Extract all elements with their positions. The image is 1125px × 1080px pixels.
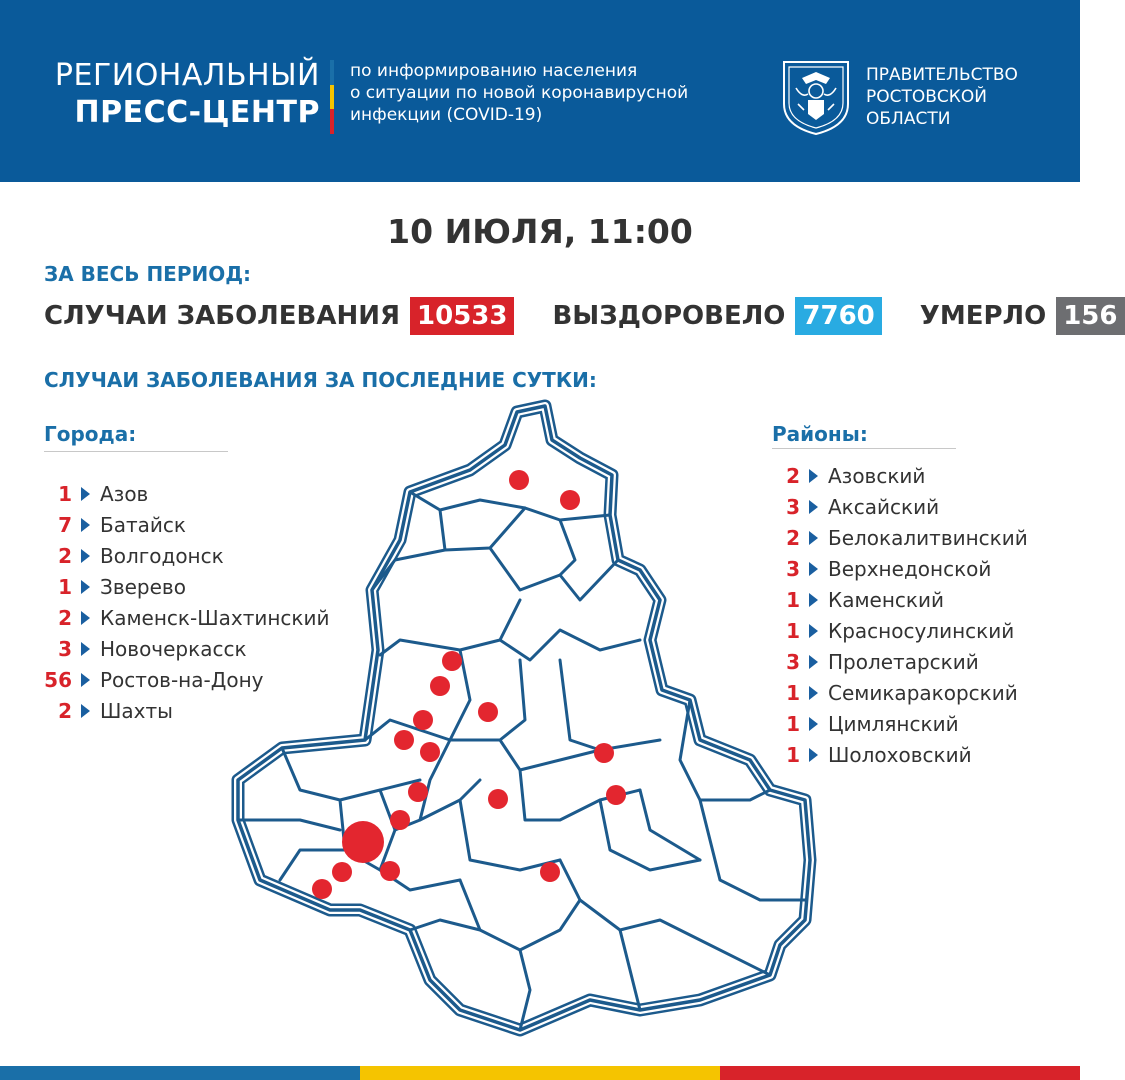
triangle-right-icon	[81, 642, 90, 656]
cities-divider	[44, 451, 228, 452]
triangle-right-icon	[81, 673, 90, 687]
case-dot	[606, 785, 626, 805]
case-dot	[394, 730, 414, 750]
city-name: Шахты	[100, 698, 173, 723]
report-date: 10 ИЮЛЯ, 11:00	[387, 212, 693, 251]
case-count: 1	[58, 481, 72, 506]
subtitle-line: инфекции (COVID-19)	[350, 105, 543, 125]
case-count: 3	[786, 649, 800, 674]
case-count: 2	[58, 605, 72, 630]
region-map	[220, 400, 820, 1040]
district-name: Семикаракорский	[828, 680, 1018, 705]
case-dot	[312, 879, 332, 899]
triangle-right-icon	[81, 518, 90, 532]
case-dot	[332, 862, 352, 882]
case-count: 2	[58, 698, 72, 723]
case-count: 2	[786, 463, 800, 488]
case-dot	[478, 702, 498, 722]
brand-title-line1: РЕГИОНАЛЬНЫЙ	[54, 58, 320, 93]
case-count: 1	[786, 742, 800, 767]
case-count: 3	[786, 494, 800, 519]
district-name: Белокалитвинский	[828, 525, 1028, 550]
districts-heading: Районы:	[772, 422, 868, 446]
daily-label: СЛУЧАИ ЗАБОЛЕВАНИЯ ЗА ПОСЛЕДНИЕ СУТКИ:	[44, 368, 597, 392]
triangle-right-icon	[81, 549, 90, 563]
recovered-badge: 7760	[795, 297, 881, 335]
triangle-right-icon	[81, 487, 90, 501]
died-label: УМЕРЛО	[919, 301, 1047, 331]
case-dot	[413, 710, 433, 730]
case-dot	[390, 810, 410, 830]
cases-badge: 10533	[410, 297, 514, 335]
gov-line: ПРАВИТЕЛЬСТВО	[866, 65, 1018, 85]
city-name: Волгодонск	[100, 543, 224, 568]
city-name: Новочеркасск	[100, 636, 247, 661]
case-dot	[408, 782, 428, 802]
district-name: Цимлянский	[828, 711, 959, 736]
case-count: 2	[786, 525, 800, 550]
died-badge: 156	[1056, 297, 1124, 335]
gov-line: ОБЛАСТИ	[866, 109, 951, 129]
totals-row	[44, 296, 1125, 336]
case-count: 1	[786, 680, 800, 705]
district-name: Красносулинский	[828, 618, 1015, 643]
case-dot	[420, 742, 440, 762]
case-markers	[312, 470, 626, 899]
case-dot	[380, 861, 400, 881]
case-count: 1	[786, 587, 800, 612]
case-dot	[488, 789, 508, 809]
coat-of-arms-icon	[780, 58, 852, 136]
case-dot	[594, 743, 614, 763]
case-count: 1	[58, 574, 72, 599]
triangle-right-icon	[81, 704, 90, 718]
city-name: Каменск-Шахтинский	[100, 605, 330, 630]
case-count: 2	[58, 543, 72, 568]
cases-label: СЛУЧАИ ЗАБОЛЕВАНИЯ	[44, 301, 401, 331]
bottom-flag-stripe	[0, 1066, 1080, 1080]
recovered-label: ВЫЗДОРОВЕЛО	[552, 301, 786, 331]
government-label	[866, 64, 1018, 130]
case-dot	[509, 470, 529, 490]
period-label: ЗА ВЕСЬ ПЕРИОД:	[44, 262, 252, 286]
case-count: 3	[58, 636, 72, 661]
case-count: 56	[44, 667, 72, 692]
district-name: Азовский	[828, 463, 926, 488]
city-name: Ростов-на-Дону	[100, 667, 264, 692]
district-name: Верхнедонской	[828, 556, 992, 581]
subtitle-line: по информированию населения	[350, 61, 638, 81]
district-name: Пролетарский	[828, 649, 979, 674]
case-dot-large	[342, 821, 384, 863]
flag-divider	[330, 60, 334, 134]
case-count: 3	[786, 556, 800, 581]
triangle-right-icon	[81, 611, 90, 625]
district-name: Аксайский	[828, 494, 940, 519]
subtitle-line: о ситуации по новой коронавирусной	[350, 83, 689, 103]
cities-heading: Города:	[44, 422, 137, 446]
gov-line: РОСТОВСКОЙ	[866, 87, 987, 107]
city-name: Азов	[100, 481, 149, 506]
case-dot	[540, 862, 560, 882]
header-subtitle	[350, 60, 750, 126]
district-name: Шолоховский	[828, 742, 972, 767]
case-count: 1	[786, 711, 800, 736]
district-name: Каменский	[828, 587, 944, 612]
case-dot	[430, 676, 450, 696]
case-dot	[560, 490, 580, 510]
case-count: 1	[786, 618, 800, 643]
district-borders	[238, 492, 805, 1030]
city-name: Батайск	[100, 512, 186, 537]
case-dot	[442, 651, 462, 671]
triangle-right-icon	[81, 580, 90, 594]
brand-title-line2: ПРЕСС-ЦЕНТР	[74, 95, 320, 130]
city-name: Зверево	[100, 574, 186, 599]
case-count: 7	[58, 512, 72, 537]
header-banner	[0, 0, 1080, 182]
